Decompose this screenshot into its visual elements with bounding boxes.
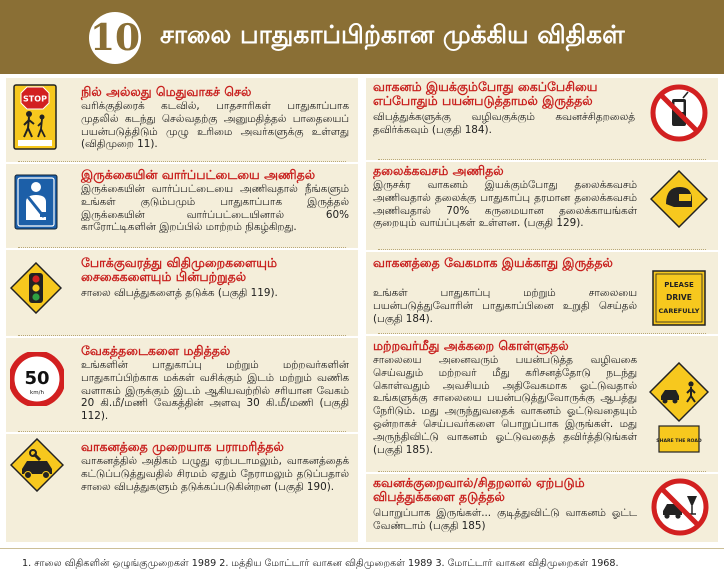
poster-header	[0, 0, 724, 74]
no-drink-driving-sign-icon	[651, 478, 709, 536]
drive-carefully-sign-icon	[652, 270, 706, 326]
rule-description: வாகனத்தில் அதிகம் பழுது ஏற்படாமலும், வாகனத்தைக் கட்டுப்படுத்துவதில் சிரமம் ஏதும் நேராமலும் தடுப்பதால் சாலை விபத்துகளும் தடுக்கப்படுகின்றன (பகுதி 190).	[81, 455, 349, 493]
rule-panel-distraction	[366, 474, 718, 542]
rule-panel-speed-limit	[6, 338, 358, 432]
share-road-text: SHARE THE ROAD	[656, 439, 702, 444]
page-title: சாலை பாதுகாப்பிற்கான முக்கிய விதிகள்	[160, 20, 625, 49]
rule-panel-stop	[6, 78, 358, 162]
rule-title: மற்றவர்மீது அக்கறை கொள்ளுதல்	[373, 338, 569, 353]
divider	[378, 159, 706, 160]
divider	[378, 333, 706, 334]
rule-title: வாகனம் இயக்கும்போது கைப்பேசியை எப்போதும் பயன்படுத்தாமல் இருத்தல்	[373, 79, 598, 108]
rule-description: சாலையை அனைவரும் பயன்படுத்த வழிவகை செய்வதும் மற்றவர் மீது கரிசனத்தோடு நடந்து கொள்வதும் அவசியம் அதிவேகமாக ஓட்டுவதால் உங்களுக்கு சாலையை பயன்படுத்துவோருக்கு ஆபத்து நேரிடும். மது அருந்துவதைக் வாகனம் ஓட்டுவதையும் ஒன்றாகச் செய்பவர்களை பொறுப்பாக இருங்கள். மது அருந்திவிட்டு வாகனம் ஓட்டுவதைத் தவிர்த்திடுங்கள் (பகுதி 185).	[373, 354, 637, 456]
speed-value: 50	[24, 368, 50, 389]
footer-references	[0, 548, 724, 583]
share-the-road-sign-icon	[649, 362, 709, 454]
rule-panel-maintenance	[6, 434, 358, 542]
speed-limit-sign-icon	[10, 352, 64, 406]
helmet-sign-icon	[650, 170, 708, 228]
stop-text: STOP	[23, 94, 47, 104]
pedestrian-crossing-sign-icon	[13, 84, 57, 150]
rule-title: வாகனத்தை வேகமாக இயக்காது இருத்தல்	[373, 255, 613, 270]
rule-title: வாகனத்தை முறையாக பராமரித்தல்	[81, 439, 284, 454]
no-mobile-phone-sign-icon	[650, 84, 708, 142]
rule-description: இருக்கையின் வார்ப்பட்டையை அணிவதால் நீங்களும் உங்கள் குடும்பமும் பாதுகாப்பாக இருத்தல் இருக்கையின் வார்ப்பட்டையினால் 60% காரோட்டிகளின் இறப்பில் மாற்றம் நிகழ்கிறது.	[81, 183, 349, 234]
rule-description: சாலை விபத்துகளைத் தடுக்க (பகுதி 119).	[81, 287, 278, 299]
seatbelt-sign-icon	[14, 174, 58, 230]
divider	[18, 161, 346, 162]
rule-description: விபத்துக்களுக்கு வழிவகுக்கும் கவனச்சிதறலைத் தவிர்க்கவும் (பகுதி 184).	[373, 111, 635, 136]
rule-title: போக்குவரத்து விதிமுறைகளையும் சைகைகளையும் பின்பற்றுதல்	[81, 255, 278, 284]
divider	[18, 247, 346, 248]
rule-title: நில் அல்லது மெதுவாகச் செல்	[81, 84, 252, 99]
rule-panel-traffic-rules	[6, 250, 358, 336]
divider	[18, 335, 346, 336]
rule-panel-no-phone	[366, 78, 718, 160]
rule-panel-seatbelt	[6, 164, 358, 248]
traffic-light-sign-icon	[10, 262, 62, 314]
rule-description: உங்களின் பாதுகாப்பு மற்றும் மற்றவர்களின் பாதுகாப்பிற்காக மக்கள் வசிக்கும் இடம் மற்றும் வணிக வளாகம் இருக்கும் இடம் ஆகியவற்றில் சரியான வேகம் 20 கி.மீ/மணி வேகத்தின் அளவு 30 கி.மீ/மணி (பகுதி 112).	[81, 359, 349, 423]
sign-line-1: PLEASE	[664, 281, 694, 289]
rule-description: வரிக்குதிரைக் கடவில், பாதசாரிகள் பாதுகாப்பாக முதலில் கடந்து செல்வதற்கு அனுமதித்தல் பாதையைப் பயன்படுத்திடும் முழு உரிமை அவர்களுக்கு உள்ளது (விதிமுறை 11).	[81, 100, 349, 151]
rule-title: இருக்கையின் வார்ப்பட்டையை அணிதல்	[81, 167, 316, 182]
rule-title: கவனக்குறைவால்/சிதறலால் ஏற்படும் விபத்துக்களை தடுத்தல்	[373, 475, 585, 504]
divider	[18, 431, 346, 432]
rule-panel-care-for-others	[366, 336, 718, 472]
rule-title: வேகத்தடைகளை மதித்தல்	[81, 343, 231, 358]
rule-panel-helmet	[366, 162, 718, 250]
rule-panel-no-speeding	[366, 252, 718, 334]
rule-description: இருசக்ர வாகனம் இயக்கும்போது தலைக்கவசம் அணிவதால் தலைக்கு பாதுகாப்பு தரமான தலைக்கவசம் அணிவதால் 70% கருமையான தலைக்காயங்கள் குறையும் வாய்ப்புகள் உள்ளன. (பகுதி 129).	[373, 179, 637, 230]
divider	[378, 471, 706, 472]
rule-description: உங்கள் பாதுகாப்பு மற்றும் சாலையை பயன்படுத்துவோரின் பாதுகாப்பினை உறுதி செய்தல் (பகுதி 184).	[373, 287, 637, 325]
sign-line-2: DRIVE	[666, 293, 692, 302]
rule-description: பொறுப்பாக இருங்கள்... குடித்துவிட்டு வாகனம் ஓட்ட வேண்டாம் (பகுதி 185)	[373, 507, 637, 532]
rule-count: 10	[89, 17, 141, 59]
number-badge	[89, 12, 141, 64]
speed-unit: km/h	[30, 390, 44, 396]
footer-text: 1. சாலை விதிகளின் ஒழுங்குமுறைகள் 1989 2. மத்திய மோட்டார் வாகன விதிமுறைகள் 1989 3. மோட்டார் வாகன விதிமுறைகள் 1968.	[22, 558, 619, 569]
rule-title: தலைக்கவசம் அணிதல்	[373, 163, 504, 178]
divider	[378, 249, 706, 250]
sign-line-3: CAREFULLY	[658, 307, 700, 315]
vehicle-maintenance-sign-icon	[10, 438, 64, 492]
